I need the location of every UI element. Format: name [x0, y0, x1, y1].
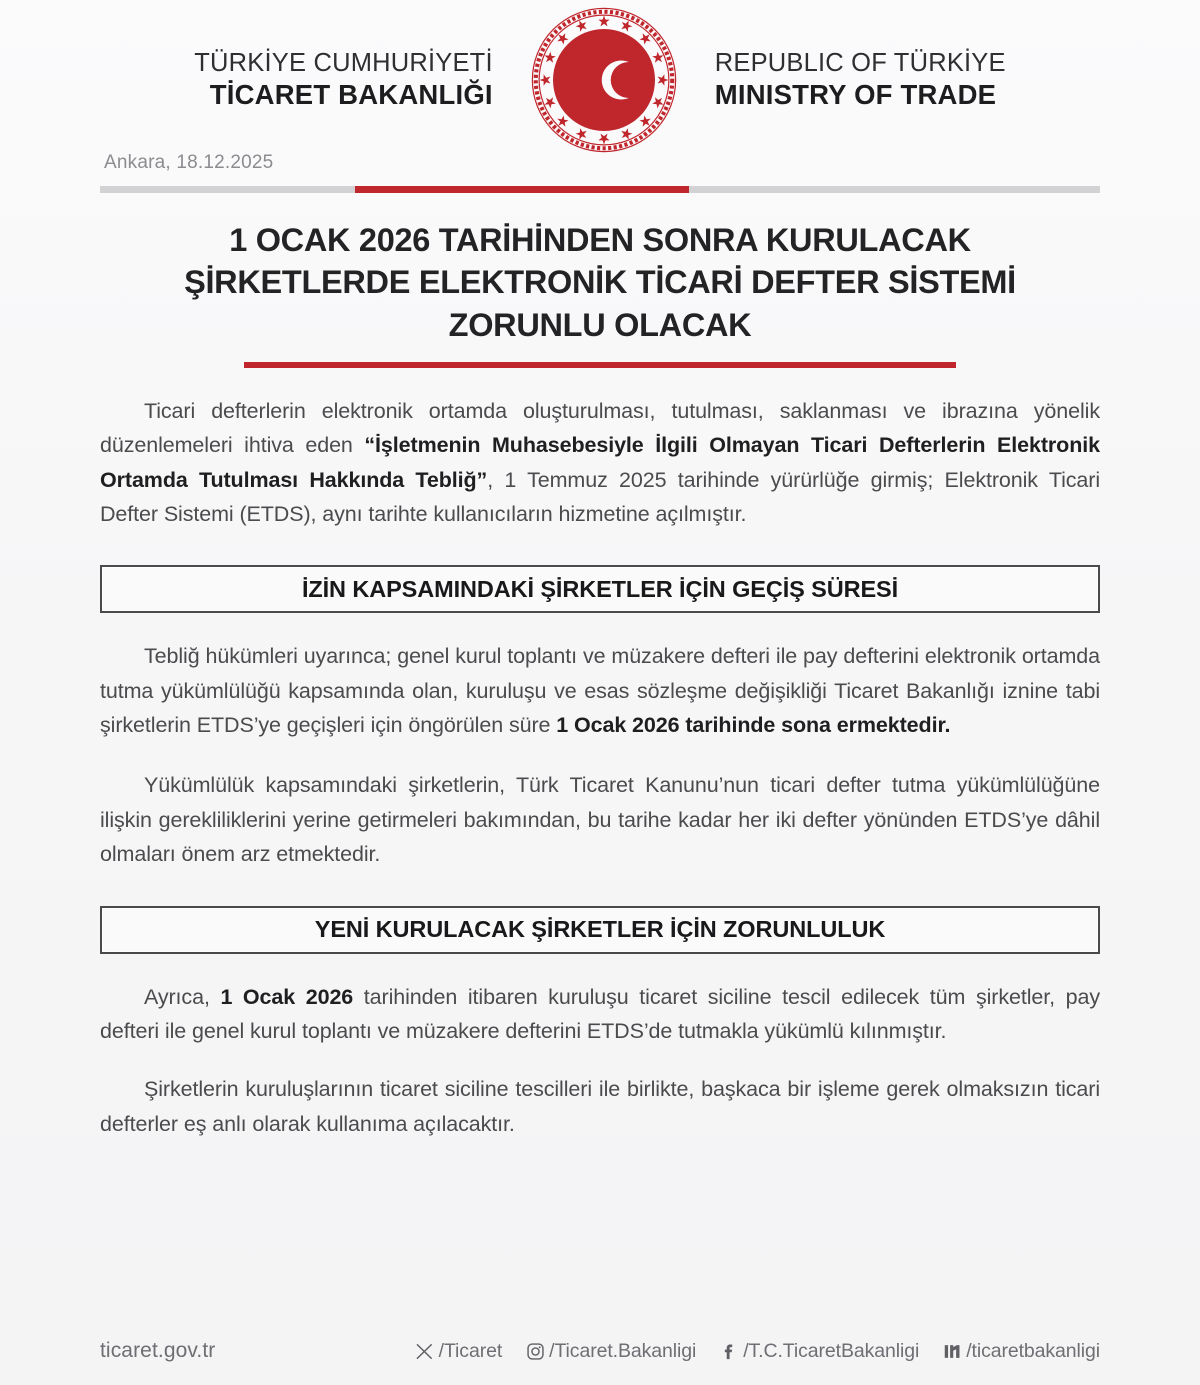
social-link-linkedin-handle: /ticaretbakanligi — [966, 1339, 1100, 1362]
section-banner-new-companies-label: YENİ KURULACAK ŞİRKETLER İÇİN ZORUNLULUK — [314, 916, 886, 943]
brand-english-line1: REPUBLIC OF TÜRKİYE — [714, 49, 1006, 78]
brand-english — [715, 49, 1006, 110]
section-banner-new-companies — [100, 906, 1100, 954]
paragraph-new-company-requirement-part1: Ayrıca, — [144, 984, 221, 1009]
paragraph-intro-part1: Ticari defterlerin elektronik ortamda oluşturulması, tutulması, saklanması ve ibrazına yönelik düzenlemeleri ihtiva eden — [100, 398, 1100, 458]
page-title-line1: 1 OCAK 2026 TARİHİNDEN SONRA KURULACAK — [229, 222, 971, 258]
header-divider-rule — [100, 186, 1100, 193]
paragraph-new-company-requirement-part2: tarihinden itibaren kuruluşu ticaret siciline tescil edilecek tüm şirketler, pay defteri ile genel kurul toplantı ve müzakere defterini ETDS’de tutmakla yükümlü kılınmıştır. — [100, 984, 1100, 1044]
social-link-facebook[interactable] — [718, 1340, 919, 1363]
footer-social-links — [414, 1340, 1100, 1363]
paragraph-obligation-importance — [100, 768, 1100, 871]
paragraph-new-company-requirement — [100, 980, 1100, 1049]
social-link-instagram[interactable] — [524, 1340, 696, 1363]
paragraph-intro — [100, 394, 1100, 532]
social-link-facebook-handle: /T.C.TicaretBakanligi — [743, 1339, 920, 1362]
paragraph-intro-part2: , 1 Temmuz 2025 tarihinde yürürlüğe girmiş; Elektronik Ticari Defter Sistemi (ETDS), aynı tarihte kullanıcıların hizmetine açılmıştır. — [100, 467, 1100, 526]
social-link-x-handle: /Ticaret — [438, 1339, 503, 1362]
page-title-line3: ZORUNLU OLACAK — [448, 306, 752, 343]
dateline: Ankara, 18.12.2025 — [104, 152, 274, 173]
social-link-linkedin[interactable] — [941, 1340, 1100, 1363]
turkish-ministry-of-trade-emblem-icon — [529, 5, 679, 155]
social-link-x[interactable] — [414, 1340, 503, 1363]
paragraph-obligation-importance-part1: Yükümlülük kapsamındaki şirketlerin, Türk Ticaret Kanunu’nun ticari defter tutma yükümlülüğüne ilişkin gerekliliklerini yerine getirmeleri bakımından, bu tarihe kadar her iki defter yönünden ETDS’ye dâhil olmaları önem arz etmektedir. — [100, 773, 1100, 867]
brand-turkish-line2: TİCARET BAKANLIĞI — [209, 78, 493, 110]
paragraph-transition-deadline-date: 1 Ocak 2026 tarihinde sona ermektedir. — [556, 713, 951, 738]
brand-turkish-line1: TÜRKİYE CUMHURİYETİ — [194, 49, 493, 78]
footer — [100, 1339, 1100, 1363]
title-underline — [244, 362, 956, 368]
footer-website-link[interactable]: ticaret.gov.tr — [100, 1339, 216, 1362]
masthead — [100, 0, 1100, 130]
page-title-line2: ŞİRKETLERDE ELEKTRONİK TİCARİ DEFTER SİSTEMİ — [184, 264, 1016, 301]
brand-english-line2: MINISTRY OF TRADE — [714, 78, 997, 110]
section-banner-transition-period — [100, 565, 1100, 613]
paragraph-new-company-requirement-date: 1 Ocak 2026 — [220, 984, 354, 1009]
paragraph-transition-deadline — [100, 639, 1100, 742]
facebook-icon — [718, 1340, 740, 1362]
paragraph-transition-deadline-part1: Tebliğ hükümleri uyarınca; genel kurul toplantı ve müzakere defteri ile pay defterini elektronik ortamda tutma yükümlülüğü kapsamında olan, kuruluşu ve esas sözleşme değişikliği Ticaret Bakanlığı iznine tabi şirketlerin ETDS’ye geçişleri için öngörülen süre — [100, 644, 1100, 738]
paragraph-registration-activation-part1: Şirketlerin kuruluşlarının ticaret siciline tescilleri ile birlikte, başkaca bir işleme gerek olmaksızın ticari defterler eş anlı olarak kullanıma açılacaktır. — [100, 1077, 1100, 1136]
instagram-icon — [524, 1340, 546, 1362]
page-title — [100, 219, 1100, 346]
header-divider-red-segment — [355, 186, 689, 193]
social-link-instagram-handle: /Ticaret.Bakanligi — [549, 1339, 697, 1362]
x-twitter-icon — [414, 1340, 436, 1362]
brand-turkish — [194, 49, 492, 110]
paragraph-intro-regulation-name: “İşletmenin Muhasebesiyle İlgili Olmayan Ticari Defterlerin Elektronik Ortamda Tutulması Hakkında Tebliğ” — [100, 433, 1100, 492]
linkedin-icon — [941, 1340, 963, 1362]
emblem-crescent-spiral — [553, 29, 655, 131]
paragraph-registration-activation — [100, 1072, 1100, 1141]
section-banner-transition-period-label: İZİN KAPSAMINDAKİ ŞİRKETLER İÇİN GEÇİŞ SÜRESİ — [301, 575, 899, 602]
